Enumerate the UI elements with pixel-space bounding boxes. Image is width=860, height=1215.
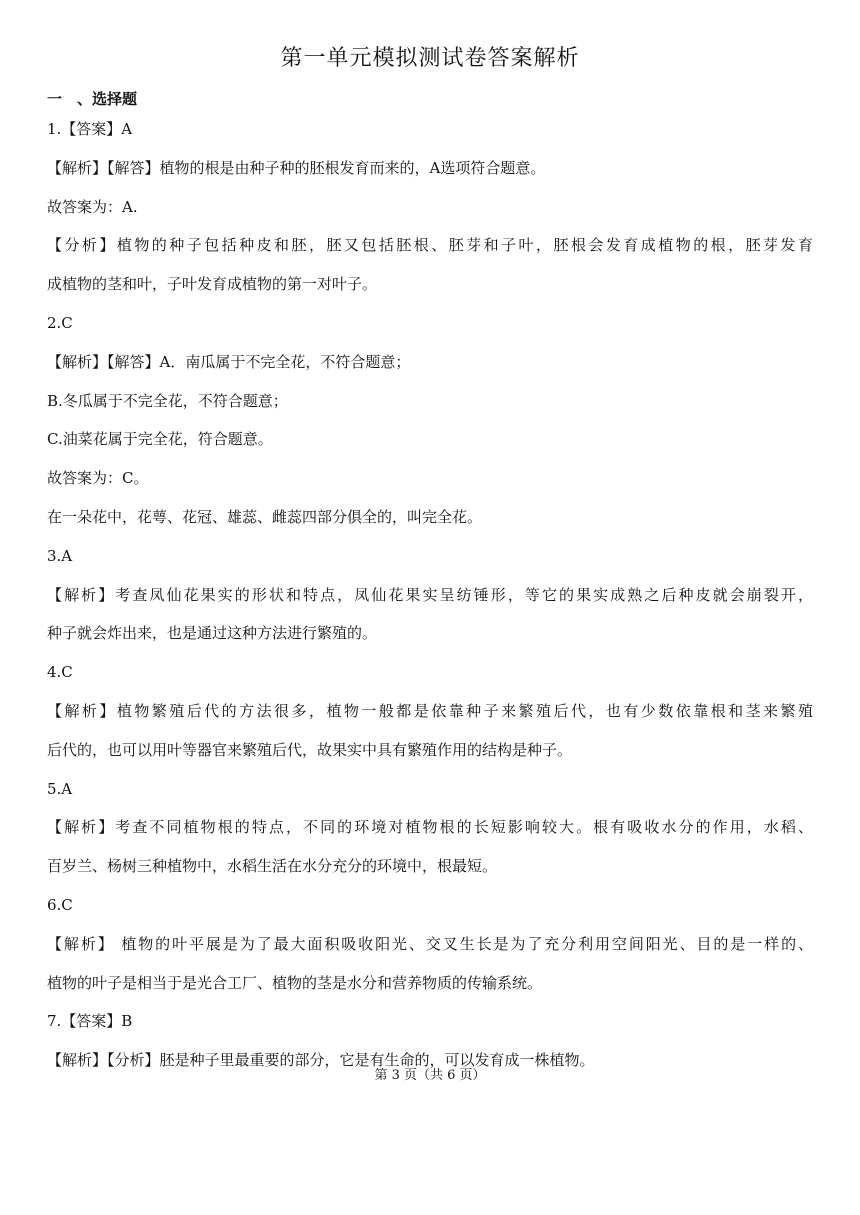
text-line: 【解析】 植物的叶平展是为了最大面积吸收阳光、交叉生长是为了充分利用空间阳光、目的是一样的、 [47,934,813,953]
text-line: 3.A [47,546,73,565]
text-line: 【解析】【解答】A．南瓜属于不完全花，不符合题意； [47,352,411,371]
answer-content [47,116,813,1086]
text-line: 1.【答案】A [47,120,133,138]
text-line: 6.C [47,895,73,914]
text-line: 故答案为：C。 [47,469,149,488]
text-line: 在一朵花中，花萼、花冠、雄蕊、雌蕊四部分俱全的，叫完全花。 [47,507,483,526]
text-line: 百岁兰、杨树三种植物中，水稻生活在水分充分的环境中，根最短。 [47,857,498,876]
text-line: 【解析】【解答】植物的根是由种子种的胚根发育而来的，A选项符合题意。 [47,158,546,177]
text-line: 4.C [47,663,73,682]
text-line: 5.A [47,779,73,798]
text-line: 成植物的茎和叶，子叶发育成植物的第一对叶子。 [47,275,378,294]
text-line: C.油菜花属于完全花，符合题意。 [47,430,273,449]
text-line: 7.【答案】B [47,1012,133,1031]
text-line: 种子就会炸出来，也是通过这种方法进行繁殖的。 [47,624,378,643]
text-line: 【解析】植物繁殖后代的方法很多，植物一般都是依靠种子来繁殖后代，也有少数依靠根和茎来繁殖 [47,701,813,720]
text-line: 后代的，也可以用叶等器官来繁殖后代，故果实中具有繁殖作用的结构是种子。 [47,740,573,759]
text-line: 植物的叶子是相当于是光合工厂、植物的茎是水分和营养物质的传输系统。 [47,973,543,992]
text-line: B.冬瓜属于不完全花，不符合题意； [47,391,288,410]
page-footer: 第 3 页（共 6 页） [374,1068,486,1083]
text-line: 【分析】植物的种子包括种皮和胚，胚又包括胚根、胚芽和子叶，胚根会发育成植物的根，胚芽发育 [47,236,813,255]
text-line: 【解析】考查不同植物根的特点，不同的环境对植物根的长短影响较大。根有吸收水分的作用，水稻、 [47,818,813,837]
section-heading: 一 、选择题 [47,90,138,108]
text-line: 【解析】考查凤仙花果实的形状和特点，凤仙花果实呈纺锤形，等它的果实成熟之后种皮就会崩裂开， [47,585,813,604]
text-line: 2.C [47,313,73,332]
text-line: 故答案为：A. [47,197,138,216]
page-title: 第一单元模拟测试卷答案解析 [280,46,580,71]
text-line: 【解析】【分析】胚是种子里最重要的部分，它是有生命的，可以发育成一株植物。 [47,1051,595,1070]
